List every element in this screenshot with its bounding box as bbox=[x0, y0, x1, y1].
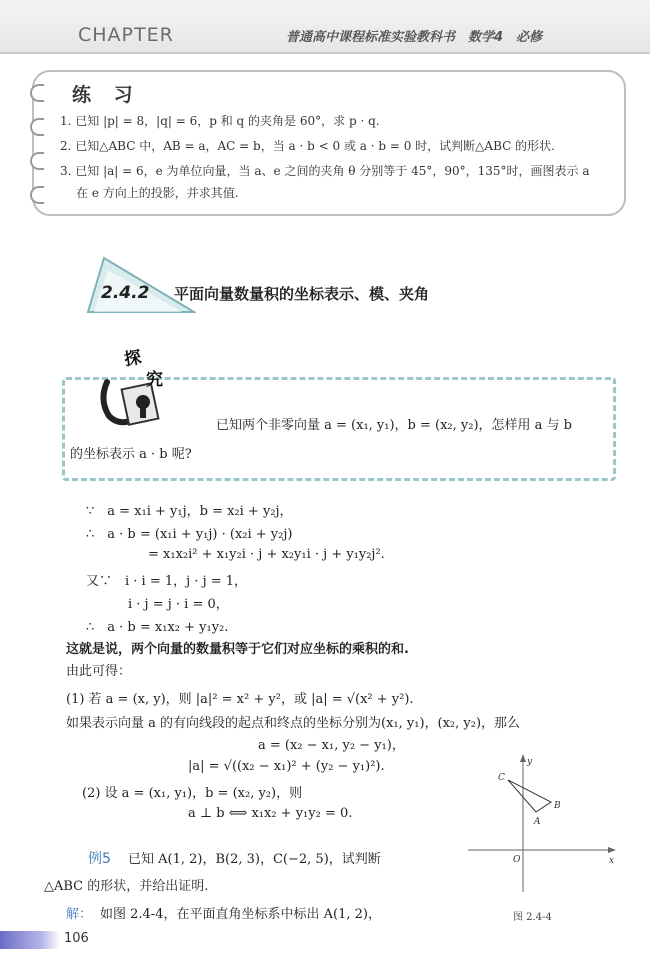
rule-1-cont: 如果表示向量 a 的有向线段的起点和终点的坐标分别为(x₁, y₁)，(x₂, y₂)，那么 bbox=[66, 716, 521, 731]
figure-caption: 图 2.4-4 bbox=[513, 912, 552, 923]
rule-2-cont: a ⊥ b ⟺ x₁x₂ + y₁y₂ = 0. bbox=[188, 806, 353, 821]
rule-1: (1) 若 a = (x, y)，则 |a|² = x² + y²，或 |a| = √(x² + y²). bbox=[66, 692, 414, 707]
page-number: 106 bbox=[64, 931, 89, 946]
figure-point-c-label: C bbox=[498, 773, 505, 783]
rule-1-vector: a = (x₂ − x₁, y₂ − y₁)， bbox=[258, 738, 405, 753]
footer-color-bar bbox=[0, 931, 60, 949]
page-header bbox=[0, 0, 650, 54]
figure-origin-label: O bbox=[513, 855, 521, 865]
exercise-item-1: 1. 已知 |p| = 8，|q| = 6，p 和 q 的夹角是 60°，求 p · q. bbox=[60, 114, 380, 128]
section-number: 2.4.2 bbox=[101, 283, 150, 303]
section-title: 平面向量数量积的坐标表示、模、夹角 bbox=[174, 285, 430, 303]
derivation-line-5: i · j = j · i = 0， bbox=[128, 597, 229, 612]
binder-ring-icon bbox=[30, 118, 44, 136]
derivation-line-3: = x₁x₂i² + x₁y₂i · j + x₂y₁i · j + y₁y₂j². bbox=[148, 547, 385, 562]
figure-point-a-label: A bbox=[534, 817, 541, 827]
exercise-item-3-cont: 在 e 方向上的投影，并求其值. bbox=[76, 186, 239, 200]
binder-ring-icon bbox=[30, 186, 44, 204]
rule-2: (2) 设 a = (x₁, y₁)，b = (x₂, y₂)，则 bbox=[82, 786, 303, 801]
explore-badge-char-2: 究 bbox=[146, 370, 163, 390]
derivation-line-1: ∵ a = x₁i + y₁j，b = x₂i + y₂j， bbox=[86, 504, 293, 519]
chapter-label: CHAPTER bbox=[78, 24, 174, 46]
hence-text: 由此可得： bbox=[66, 664, 132, 679]
exercise-title: 练 习 bbox=[72, 84, 141, 106]
derivation-line-6: ∴ a · b = x₁x₂ + y₁y₂. bbox=[86, 620, 229, 635]
explore-badge-char-1: 探 bbox=[122, 347, 144, 371]
figure-axis-y-label: y bbox=[527, 757, 533, 767]
example-label: 例5 bbox=[88, 851, 111, 867]
conclusion-text: 这就是说，两个向量的数量积等于它们对应坐标的乘积的和. bbox=[66, 642, 409, 657]
exercise-item-3: 3. 已知 |a| = 6，e 为单位向量，当 a、e 之间的夹角 θ 分别等于 45°，90°，135°时，画图表示 a bbox=[60, 164, 590, 178]
example-line-1: 已知 A(1, 2)，B(2, 3)，C(−2, 5)，试判断 bbox=[128, 852, 381, 867]
explore-question-line-1: 已知两个非零向量 a = (x₁, y₁)，b = (x₂, y₂)，怎样用 a 与 b bbox=[216, 418, 573, 433]
binder-ring-icon bbox=[30, 84, 44, 102]
example-line-2: △ABC 的形状，并给出证明. bbox=[44, 879, 209, 894]
derivation-line-4: 又∵ i · i = 1，j · j = 1， bbox=[86, 574, 248, 589]
coordinate-figure bbox=[468, 752, 618, 897]
rule-1-modulus: |a| = √((x₂ − x₁)² + (y₂ − y₁)²). bbox=[188, 759, 385, 774]
book-title: 普通高中课程标准实验教科书 数学4 必修 bbox=[286, 30, 543, 45]
binder-ring-icon bbox=[30, 152, 44, 170]
exercise-item-2: 2. 已知△ABC 中，AB = a，AC = b，当 a · b < 0 或 a · b = 0 时，试判断△ABC 的形状. bbox=[60, 139, 555, 153]
solution-text: 如图 2.4-4，在平面直角坐标系中标出 A(1, 2)， bbox=[100, 907, 381, 922]
derivation-line-2: ∴ a · b = (x₁i + y₁j) · (x₂i + y₂j) bbox=[86, 527, 293, 542]
figure-axis-x-label: x bbox=[609, 856, 615, 866]
explore-question-line-2: 的坐标表示 a · b 呢? bbox=[70, 447, 192, 462]
solution-label: 解： bbox=[66, 907, 93, 922]
figure-point-b-label: B bbox=[554, 801, 561, 811]
